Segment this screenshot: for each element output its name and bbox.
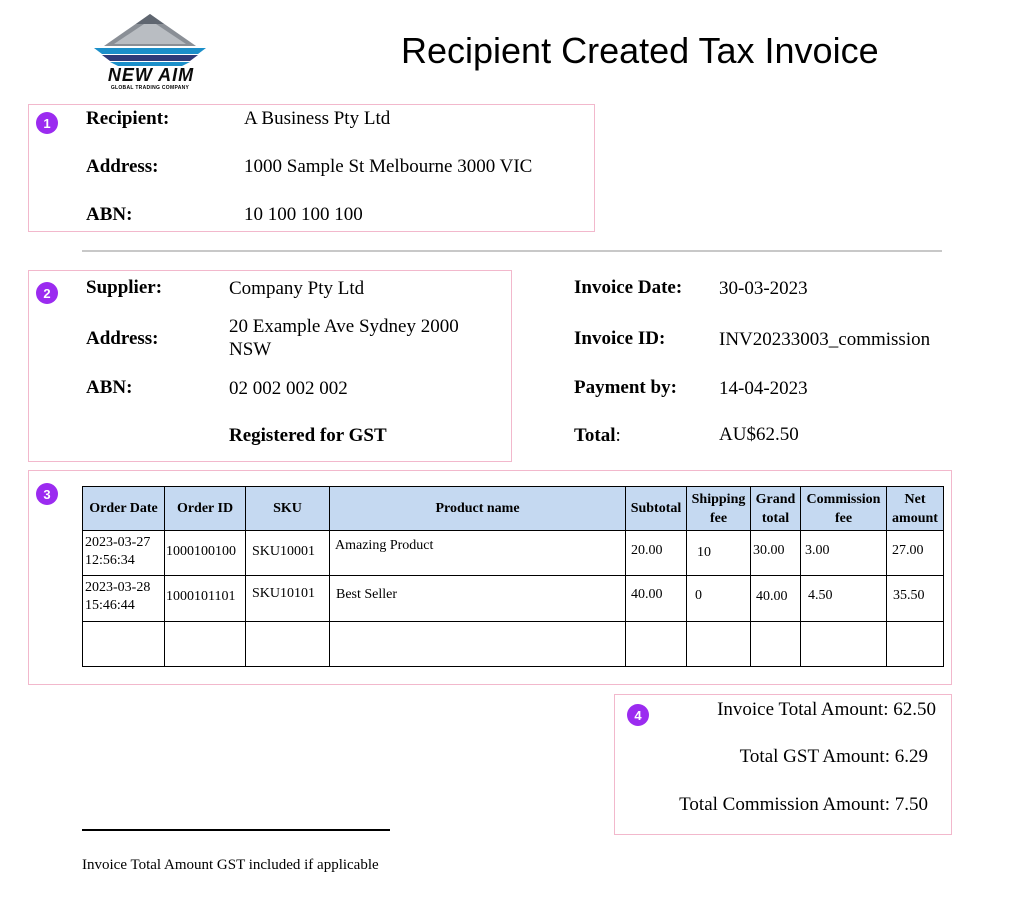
cell-grand: 30.00 (751, 531, 801, 576)
header-sku: SKU (246, 487, 330, 531)
empty-cell (687, 621, 751, 666)
empty-cell (330, 621, 626, 666)
empty-cell (751, 621, 801, 666)
section-badge-4: 4 (627, 704, 649, 726)
section-badge-2: 2 (36, 282, 58, 304)
payment-by-label: Payment by: (574, 377, 677, 398)
cell-order-id: 1000100100 (165, 531, 246, 576)
header-commission-fee: Commission fee (801, 487, 887, 531)
cell-shipping: 10 (687, 531, 751, 576)
header-net-amount: Net amount (887, 487, 944, 531)
logo-brand-text: NEW AIM (107, 65, 195, 85)
cell-net: 27.00 (887, 531, 944, 576)
empty-cell (246, 621, 330, 666)
invoice-id-value: INV20233003_commission (719, 329, 931, 350)
logo-building-icon (84, 12, 216, 68)
supplier-label: Supplier: (86, 277, 163, 298)
empty-cell (887, 621, 944, 666)
recipient-label: Recipient: (86, 108, 170, 129)
total-label-colon: : (615, 425, 621, 446)
cell-sku: SKU10001 (246, 531, 330, 576)
payment-by-value: 14-04-2023 (719, 378, 808, 399)
cell-product: Best Seller (330, 576, 626, 621)
cell-date: 2023-03-27 (85, 535, 151, 551)
supplier-address-label: Address: (86, 328, 159, 349)
signature-line (82, 829, 390, 831)
total-commission-amount: Total Commission Amount: 7.50 (679, 794, 928, 815)
header-grand-total: Grand total (751, 487, 801, 531)
total-label (574, 425, 621, 447)
invoice-date-label: Invoice Date: (574, 277, 683, 298)
total-gst-amount: Total GST Amount: 6.29 (739, 746, 928, 767)
cell-commission: 3.00 (801, 531, 887, 576)
cell-order-date (83, 531, 165, 576)
empty-cell (626, 621, 687, 666)
header-order-date: Order Date (83, 487, 165, 531)
supplier-abn-value: 02 002 002 002 (229, 378, 348, 399)
empty-cell (83, 621, 165, 666)
table-header-row (83, 487, 944, 531)
header-product-name: Product name (330, 487, 626, 531)
cell-subtotal: 40.00 (626, 576, 687, 621)
supplier-address-value: 20 Example Ave Sydney 2000 NSW (229, 316, 459, 360)
header-order-id: Order ID (165, 487, 246, 531)
cell-time: 12:56:34 (85, 553, 135, 569)
cell-net: 35.50 (887, 576, 944, 621)
company-logo (84, 12, 216, 94)
orders-table (82, 486, 944, 667)
gst-registration-note: Registered for GST (229, 425, 387, 446)
cell-product: Amazing Product (330, 531, 626, 576)
total-value: AU$62.50 (719, 424, 799, 445)
section-badge-1: 1 (36, 112, 58, 134)
recipient-address-value: 1000 Sample St Melbourne 3000 VIC (244, 156, 533, 177)
page-title: Recipient Created Tax Invoice (401, 30, 879, 71)
table-row (83, 531, 944, 576)
cell-grand: 40.00 (751, 576, 801, 621)
cell-subtotal: 20.00 (626, 531, 687, 576)
empty-cell (801, 621, 887, 666)
total-label-text: Total (574, 425, 616, 446)
cell-commission: 4.50 (801, 576, 887, 621)
divider (82, 250, 942, 252)
header-shipping-fee: Shipping fee (687, 487, 751, 531)
recipient-address-label: Address: (86, 156, 159, 177)
footnote: Invoice Total Amount GST included if applicable (82, 857, 379, 873)
header-subtotal: Subtotal (626, 487, 687, 531)
supplier-value: Company Pty Ltd (229, 278, 365, 299)
logo-tagline: GLOBAL TRADING COMPANY (110, 85, 190, 91)
cell-order-date (83, 576, 165, 621)
recipient-value: A Business Pty Ltd (244, 108, 391, 129)
cell-date: 2023-03-28 (85, 580, 151, 596)
cell-time: 15:46:44 (85, 598, 135, 614)
recipient-abn-value: 10 100 100 100 (244, 204, 363, 225)
cell-shipping: 0 (687, 576, 751, 621)
cell-sku: SKU10101 (246, 576, 330, 621)
table-row-empty (83, 621, 944, 666)
cell-order-id: 1000101101 (165, 576, 246, 621)
invoice-date-value: 30-03-2023 (719, 278, 808, 299)
empty-cell (165, 621, 246, 666)
supplier-abn-label: ABN: (86, 377, 133, 398)
recipient-abn-label: ABN: (86, 204, 133, 225)
table-row (83, 576, 944, 621)
invoice-total-amount: Invoice Total Amount: 62.50 (717, 699, 936, 720)
invoice-id-label: Invoice ID: (574, 328, 666, 349)
section-badge-3: 3 (36, 483, 58, 505)
